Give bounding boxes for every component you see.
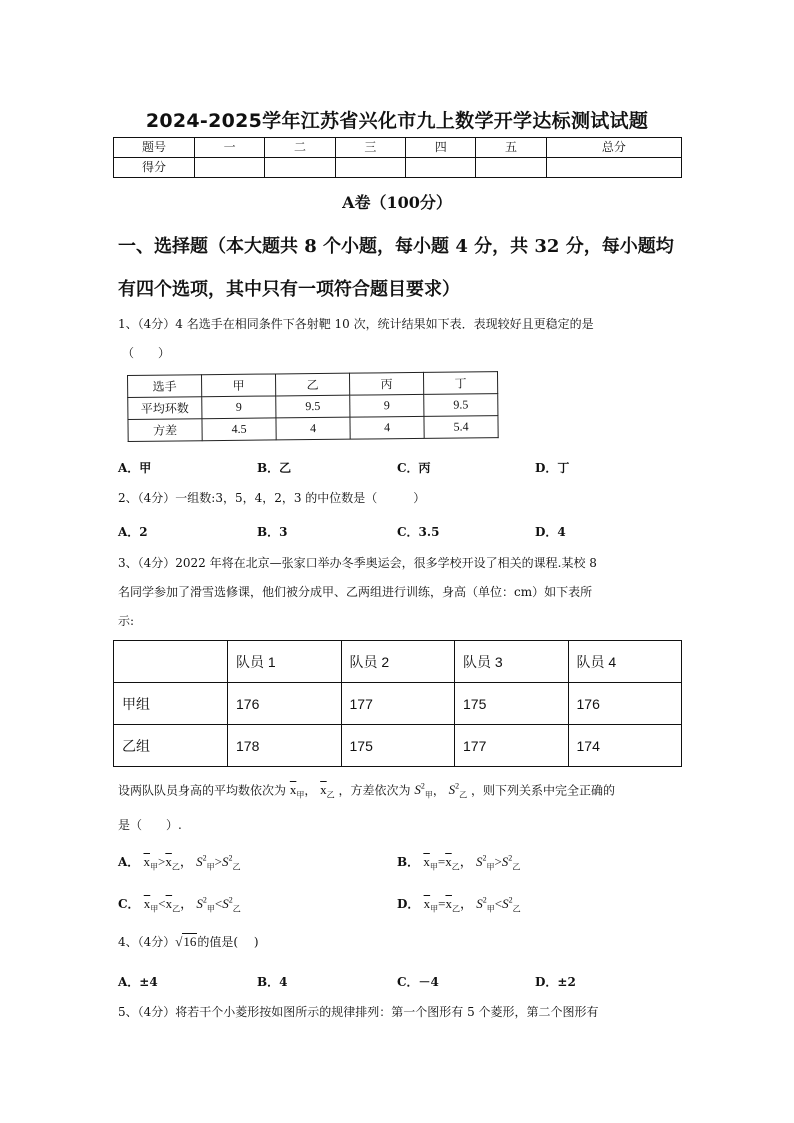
sqrt-expression: √16 [175, 934, 197, 949]
q3-text-line1: 3、（4分）2022 年将在北京—张家口举办冬季奥运会，很多学校开设了相关的课程.某校 8 [118, 556, 597, 570]
score-header-cell: 五 [476, 138, 546, 158]
q3-table [113, 640, 682, 767]
q1-text: 1、（4分）4 名选手在相同条件下各射靶 10 次，统计结果如下表．表现较好且更稳定的是 [118, 317, 594, 331]
q1-blank: （ ） [122, 346, 171, 360]
q1-option-d[interactable]: D．丁 [535, 461, 570, 475]
table-cell: 177 [341, 683, 455, 725]
table-cell: 乙 [275, 373, 349, 396]
table-cell: 5.4 [424, 416, 498, 439]
score-header-cell: 总分 [546, 138, 681, 158]
score-header-cell: 四 [406, 138, 476, 158]
score-table [113, 137, 682, 178]
q2-option-c[interactable]: C．3.5 [397, 525, 440, 539]
var-jia: $S^2_甲$ [414, 782, 433, 800]
q3-option-b[interactable]: B． $\overline{x}_甲=\overline{x}_乙$， $S^2_甲>S^2_乙$ [397, 853, 521, 872]
table-cell [114, 641, 228, 683]
table-cell: 丙 [349, 372, 423, 395]
q4-prefix: 4、（4分） [118, 935, 176, 949]
q2-option-a[interactable]: A．2 [118, 525, 148, 539]
table-row [128, 416, 498, 442]
table-cell: 176 [228, 683, 342, 725]
q2-option-d[interactable]: D．4 [535, 525, 566, 539]
section-heading-line2: 有四个选项，其中只有一项符合题目要求） [118, 279, 460, 300]
table-cell: 方差 [128, 419, 202, 442]
score-header-row [114, 138, 682, 158]
q2-text: 2、（4分）一组数:3，5，4，2，3 的中位数是（ ） [118, 491, 426, 505]
q3-option-c[interactable]: C． $\overline{x}_甲<\overline{x}_乙$， $S^2_甲<S^2_乙$ [118, 895, 241, 914]
table-cell: 4 [350, 416, 424, 439]
option-label: A． [118, 855, 140, 869]
score-cell [406, 158, 476, 178]
q3-option-a[interactable]: A． $\overline{x}_甲>\overline{x}_乙$， $S^2_甲>S^2_乙$ [118, 853, 241, 872]
q4-option-b[interactable]: B．4 [257, 975, 288, 989]
q4-text [118, 934, 259, 950]
score-row [114, 158, 682, 178]
score-row-label: 得分 [114, 158, 195, 178]
q3-stem-line1: 设两队队员身高的平均数依次为 $\overline{x}_甲$， $\overline{x}_乙$ ，方差依次为 $S^2_甲$， $S^2_乙$ ，则下列关系中完全正确的 [118, 782, 616, 800]
var-yi: $S^2_乙$ [448, 782, 468, 800]
q1-option-b[interactable]: B．乙 [257, 461, 292, 475]
score-cell [546, 158, 681, 178]
table-cell: 平均环数 [128, 397, 202, 420]
table-cell: 队员 1 [228, 641, 342, 683]
table-cell: 174 [568, 725, 682, 767]
score-header-cell: 题号 [114, 138, 195, 158]
score-header-cell: 一 [195, 138, 265, 158]
q1-table [127, 371, 499, 442]
table-cell: 9.5 [424, 394, 498, 417]
q4-option-c[interactable]: C．－4 [397, 975, 439, 989]
q5-text: 5、（4分）将若干个小菱形按如图所示的规律排列：第一个图形有 5 个菱形，第二个图形有 [118, 1005, 599, 1019]
score-cell [195, 158, 265, 178]
q3-text-line2: 名同学参加了滑雪选修课，他们被分成甲、乙两组进行训练，身高（单位：cm）如下表所 [118, 585, 593, 599]
table-row [114, 641, 682, 683]
score-header-cell: 二 [265, 138, 335, 158]
table-cell: 选手 [128, 375, 202, 398]
q3-text-line3: 示: [118, 614, 135, 628]
table-cell: 177 [455, 725, 569, 767]
table-cell: 丁 [423, 372, 497, 395]
score-header-cell: 三 [335, 138, 405, 158]
table-row [114, 683, 682, 725]
option-label: D． [397, 897, 420, 911]
table-cell: 甲 [202, 374, 276, 397]
q1-option-a[interactable]: A．甲 [118, 461, 152, 475]
table-cell: 甲组 [114, 683, 228, 725]
q3-stem-c: ，则下列关系中完全正确的 [471, 783, 616, 798]
q4-option-d[interactable]: D．±2 [535, 975, 576, 989]
table-cell: 乙组 [114, 725, 228, 767]
table-cell: 9 [202, 396, 276, 419]
table-row [114, 725, 682, 767]
table-cell: 178 [228, 725, 342, 767]
table-cell: 队员 3 [455, 641, 569, 683]
q3-stem-line2: 是（ ）. [118, 818, 182, 832]
section-heading-line1: 一、选择题（本大题共 8 个小题，每小题 4 分，共 32 分，每小题均 [118, 236, 674, 257]
score-cell [265, 158, 335, 178]
table-cell: 队员 2 [341, 641, 455, 683]
table-cell: 4.5 [202, 418, 276, 441]
q4-suffix: 的值是( ) [197, 935, 259, 949]
score-cell [476, 158, 546, 178]
q2-option-b[interactable]: B．3 [257, 525, 288, 539]
table-cell: 176 [568, 683, 682, 725]
q4-option-a[interactable]: A．±4 [118, 975, 158, 989]
table-cell: 4 [276, 417, 350, 440]
volume-title: A卷（100分） [342, 193, 452, 212]
page-title: 2024-2025学年江苏省兴化市九上数学开学达标测试试题 [145, 110, 649, 132]
table-cell: 队员 4 [568, 641, 682, 683]
score-cell [335, 158, 405, 178]
mean-jia: $\overline{x}_甲$ [289, 782, 305, 800]
table-cell: 175 [341, 725, 455, 767]
q1-option-c[interactable]: C．丙 [397, 461, 431, 475]
q3-stem-b: ，方差依次为 [338, 783, 411, 798]
mean-yi: $\overline{x}_乙$ [320, 782, 335, 800]
q3-option-d[interactable]: D． $\overline{x}_甲=\overline{x}_乙$， $S^2_甲<S^2_乙$ [397, 895, 521, 914]
table-cell: 9.5 [276, 395, 350, 418]
table-cell: 9 [350, 394, 424, 417]
table-cell: 175 [455, 683, 569, 725]
option-label: C． [118, 897, 140, 911]
option-label: B． [397, 855, 420, 869]
q3-stem-a: 设两队队员身高的平均数依次为 [118, 783, 287, 798]
